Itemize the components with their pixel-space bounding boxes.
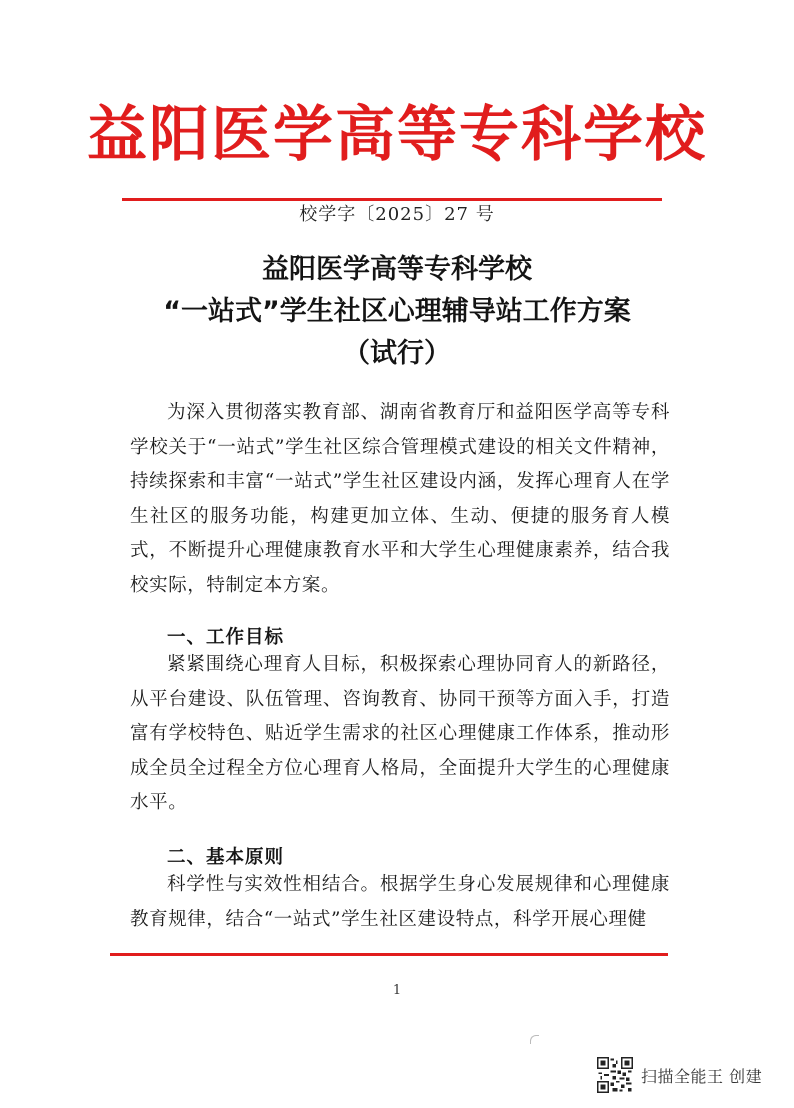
section-1-paragraph: 紧紧围绕心理育人目标，积极探索心理协同育人的新路径，从平台建设、队伍管理、咨询教育、协同干预等方面入手，打造富有学校特色、贴近学生需求的社区心理健康工作体系，推动形成全员全过程全方位心理育人格局，全面提升大学生的心理健康水平。 — [130, 654, 670, 813]
page-number: 1 — [392, 983, 402, 998]
scan-speck — [530, 1035, 539, 1044]
section-2-paragraph: 科学性与实效性相结合。根据学生身心发展规律和心理健康教育规律，结合“一站式”学生社区建设特点，科学开展心理健 — [130, 874, 670, 930]
scanner-watermark-text: 扫描全能王 创建 — [641, 1066, 763, 1086]
section-1-heading: 一、工作目标 — [167, 627, 285, 648]
title-line-3: （试行） — [343, 338, 451, 369]
footer-red-rule — [110, 953, 668, 956]
qr-code-icon — [597, 1057, 633, 1093]
intro-paragraph: 为深入贯彻落实教育部、湖南省教育厅和益阳医学高等专科学校关于“一站式”学生社区综合管理模式建设的相关文件精神，持续探索和丰富“一站式”学生社区建设内涵，发挥心理育人在学生社区的服务功能，构建更加立体、生动、便捷的服务育人模式，不断提升心理健康教育水平和大学生心理健康素养，结合我校实际，特制定本方案。 — [130, 402, 670, 596]
masthead: 益阳医学高等专科学校 — [87, 100, 707, 170]
section-2-heading: 二、基本原则 — [167, 847, 285, 868]
title-line-1: 益阳医学高等专科学校 — [262, 254, 532, 285]
title-line-2: “一站式”学生社区心理辅导站工作方案 — [163, 296, 631, 327]
scanner-watermark — [597, 1053, 762, 1097]
document-number: 校学字〔2025〕27 号 — [299, 204, 495, 225]
